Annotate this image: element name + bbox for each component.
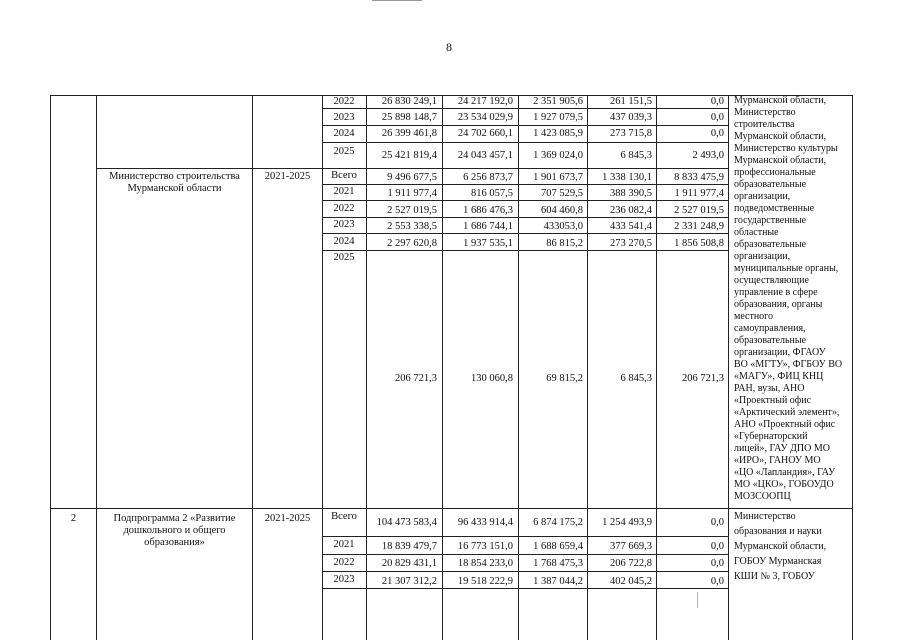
grid-line [322, 125, 729, 126]
grid-line [322, 108, 729, 109]
executor-line: подведомственные [734, 203, 815, 214]
value-cell: 1 856 508,8 [674, 238, 724, 249]
year-cell: 2022 [333, 96, 355, 107]
value-cell: 1 911 977,4 [674, 188, 724, 199]
value-cell: 0,0 [710, 558, 724, 569]
executor-line: областные [734, 227, 779, 238]
executor-line: организации, [734, 191, 791, 202]
value-cell: 18 854 233,0 [457, 558, 513, 569]
year-cell: Всего [331, 170, 357, 181]
period-cell: 2021-2025 [264, 171, 311, 182]
executors-cell [734, 509, 826, 584]
value-cell: 433 541,4 [610, 221, 652, 232]
value-cell: 0,0 [710, 576, 724, 587]
grid-line [322, 217, 729, 218]
executor-line: образования, органы [734, 299, 823, 310]
executor-line: ВО «МГТУ», ФГБОУ ВО [734, 359, 843, 370]
year-cell: 2021 [333, 186, 355, 197]
executor-line: образовательные [734, 239, 807, 250]
total-cell: 2 527 019,5 [387, 205, 437, 216]
executor-line: государственные [734, 215, 807, 226]
year-cell: 2023 [333, 112, 355, 123]
value-cell: 1 937 535,1 [463, 238, 513, 249]
total-cell: 9 496 677,5 [387, 172, 437, 183]
executor-line: профессиональные [734, 167, 816, 178]
executor-line: организации, [734, 251, 791, 262]
total-cell: 18 839 479,7 [381, 541, 437, 552]
value-cell: 0,0 [710, 517, 724, 528]
value-cell: 0,0 [710, 112, 724, 123]
executor-line: Министерство [734, 107, 796, 118]
value-cell: 86 815,2 [546, 238, 583, 249]
executor-line: образования и науки [734, 526, 822, 537]
value-cell: 1 686 476,3 [463, 205, 513, 216]
executor-line: образовательные [734, 179, 807, 190]
value-cell: 24 702 660,1 [457, 128, 513, 139]
value-cell: 2 493,0 [692, 150, 724, 161]
total-cell: 26 830 249,1 [381, 96, 437, 107]
value-cell: 19 518 222,9 [457, 576, 513, 587]
executor-line: МОЗСООПЦ [734, 491, 791, 502]
total-cell: 2 553 338,5 [387, 221, 437, 232]
program-name: Подпрограмма 2 «Развитие [113, 513, 236, 524]
executor-line: РАН, вузы, АНО [734, 383, 805, 394]
value-cell: 0,0 [710, 96, 724, 107]
total-cell: 2 297 620,8 [387, 238, 437, 249]
year-cell: 2022 [333, 557, 355, 568]
value-cell: 0,0 [710, 128, 724, 139]
value-cell: 206 721,3 [682, 373, 724, 384]
value-cell: 2 351 905,6 [533, 96, 583, 107]
program-name: дошкольного и общего [123, 525, 226, 536]
executor-line: организации, ФГАОУ [734, 347, 826, 358]
executor-line: «Арктический элемент», [734, 407, 840, 418]
grid-line [50, 95, 51, 640]
value-cell: 1 338 130,1 [602, 172, 652, 183]
value-cell: 433053,0 [543, 221, 583, 232]
value-cell: 2 331 248,9 [674, 221, 724, 232]
executor-line: управление в сфере [734, 287, 818, 298]
value-cell: 1 688 659,4 [533, 541, 583, 552]
page-number: 8 [446, 40, 452, 54]
executor-line: Мурманской области, [734, 95, 827, 106]
period-cell: 2021-2025 [264, 513, 311, 524]
value-cell: 377 669,3 [610, 541, 652, 552]
value-cell: 130 060,8 [471, 373, 513, 384]
value-cell: 1 686 744,1 [463, 221, 513, 232]
executor-line: самоуправления, [734, 323, 806, 334]
program-name: образования» [144, 537, 205, 548]
value-cell: 261 151,5 [610, 96, 652, 107]
program-name: Министерство строительства [109, 171, 240, 182]
executor-line: образовательные [734, 335, 807, 346]
value-cell: 1 254 493,9 [602, 517, 652, 528]
value-cell: 1 927 079,5 [533, 112, 583, 123]
value-cell: 16 773 151,0 [457, 541, 513, 552]
executor-line: Мурманской области, [734, 541, 827, 552]
grid-line [50, 508, 853, 509]
value-cell: 1 369 024,0 [533, 150, 583, 161]
total-cell: 104 473 583,4 [376, 517, 437, 528]
executor-line: местного [734, 311, 774, 322]
executor-line: строительства [734, 119, 795, 130]
executor-line: АНО «Проектный офис [734, 419, 836, 430]
value-cell: 6 845,3 [620, 373, 652, 384]
value-cell: 96 433 914,4 [457, 517, 513, 528]
year-cell: 2025 [333, 146, 355, 157]
executors-cell [734, 95, 842, 503]
grid-line [322, 250, 729, 251]
year-cell: Всего [331, 511, 357, 522]
grid-line [322, 184, 729, 185]
executor-line: МО «ЦКО», ГОБОУДО [734, 479, 834, 490]
total-cell: 25 898 148,7 [381, 112, 437, 123]
row-number: 2 [70, 513, 77, 524]
value-cell: 236 082,4 [610, 205, 652, 216]
value-cell: 1 423 085,9 [533, 128, 583, 139]
value-cell: 0,0 [710, 541, 724, 552]
scan-mark-top [372, 0, 422, 1]
value-cell: 2 527 019,5 [674, 205, 724, 216]
executor-line: осуществляющие [734, 275, 809, 286]
total-cell: 1 911 977,4 [387, 188, 437, 199]
value-cell: 23 534 029,9 [457, 112, 513, 123]
total-cell: 26 399 461,8 [381, 128, 437, 139]
grid-line [322, 536, 729, 537]
value-cell: 6 845,3 [620, 150, 652, 161]
value-cell: 1 387 044,2 [533, 576, 583, 587]
executor-line: «Губернаторский [734, 431, 808, 442]
executor-line: ГОБОУ Мурманская [734, 556, 822, 567]
year-cell: 2024 [333, 128, 355, 139]
grid-line [322, 554, 729, 555]
program-name: Мурманской области [127, 183, 222, 194]
value-cell: 69 815,2 [546, 373, 583, 384]
total-cell: 21 307 312,2 [381, 576, 437, 587]
grid-line [322, 142, 729, 143]
total-cell: 206 721,3 [395, 373, 437, 384]
value-cell: 707 529,5 [541, 188, 583, 199]
scan-mark [697, 592, 698, 608]
year-cell: 2023 [333, 219, 355, 230]
year-cell: 2022 [333, 203, 355, 214]
value-cell: 402 045,2 [610, 576, 652, 587]
year-cell: 2023 [333, 574, 355, 585]
executor-line: «МАГУ», ФИЦ КНЦ [734, 371, 824, 382]
executor-line: «Проектный офис [734, 395, 812, 406]
year-cell: 2024 [333, 236, 355, 247]
year-cell: 2025 [333, 252, 355, 263]
total-cell: 20 829 431,1 [381, 558, 437, 569]
value-cell: 6 256 873,7 [463, 172, 513, 183]
executor-line: муниципальные органы, [734, 263, 839, 274]
grid-line [96, 168, 729, 169]
value-cell: 273 270,5 [610, 238, 652, 249]
value-cell: 273 715,8 [610, 128, 652, 139]
executor-line: лицей», ГАУ ДПО МО [734, 443, 830, 454]
executor-line: Мурманской области, [734, 155, 827, 166]
value-cell: 24 217 192,0 [457, 96, 513, 107]
executor-line: КШИ № 3, ГОБОУ [734, 571, 815, 582]
executor-line: «ИРО», ГАНОУ МО [734, 455, 821, 466]
year-cell: 2021 [333, 539, 355, 550]
value-cell: 1 768 475,3 [533, 558, 583, 569]
value-cell: 816 057,5 [471, 188, 513, 199]
executor-line: Мурманской области, [734, 131, 827, 142]
value-cell: 388 390,5 [610, 188, 652, 199]
value-cell: 604 460,8 [541, 205, 583, 216]
value-cell: 6 874 175,2 [533, 517, 583, 528]
value-cell: 1 901 673,7 [533, 172, 583, 183]
grid-line [322, 233, 729, 234]
value-cell: 8 833 475,9 [674, 172, 724, 183]
executor-line: Министерство [734, 511, 796, 522]
grid-line [322, 571, 729, 572]
executor-line: Министерство культуры [734, 143, 838, 154]
value-cell: 206 722,8 [610, 558, 652, 569]
value-cell: 24 043 457,1 [457, 150, 513, 161]
grid-line [322, 200, 729, 201]
total-cell: 25 421 819,4 [381, 150, 437, 161]
value-cell: 437 039,3 [610, 112, 652, 123]
grid-line [728, 95, 729, 640]
grid-line [852, 95, 853, 640]
executor-line: «ЦО «Лапландия», ГАУ [734, 467, 836, 478]
grid-line [322, 588, 729, 589]
